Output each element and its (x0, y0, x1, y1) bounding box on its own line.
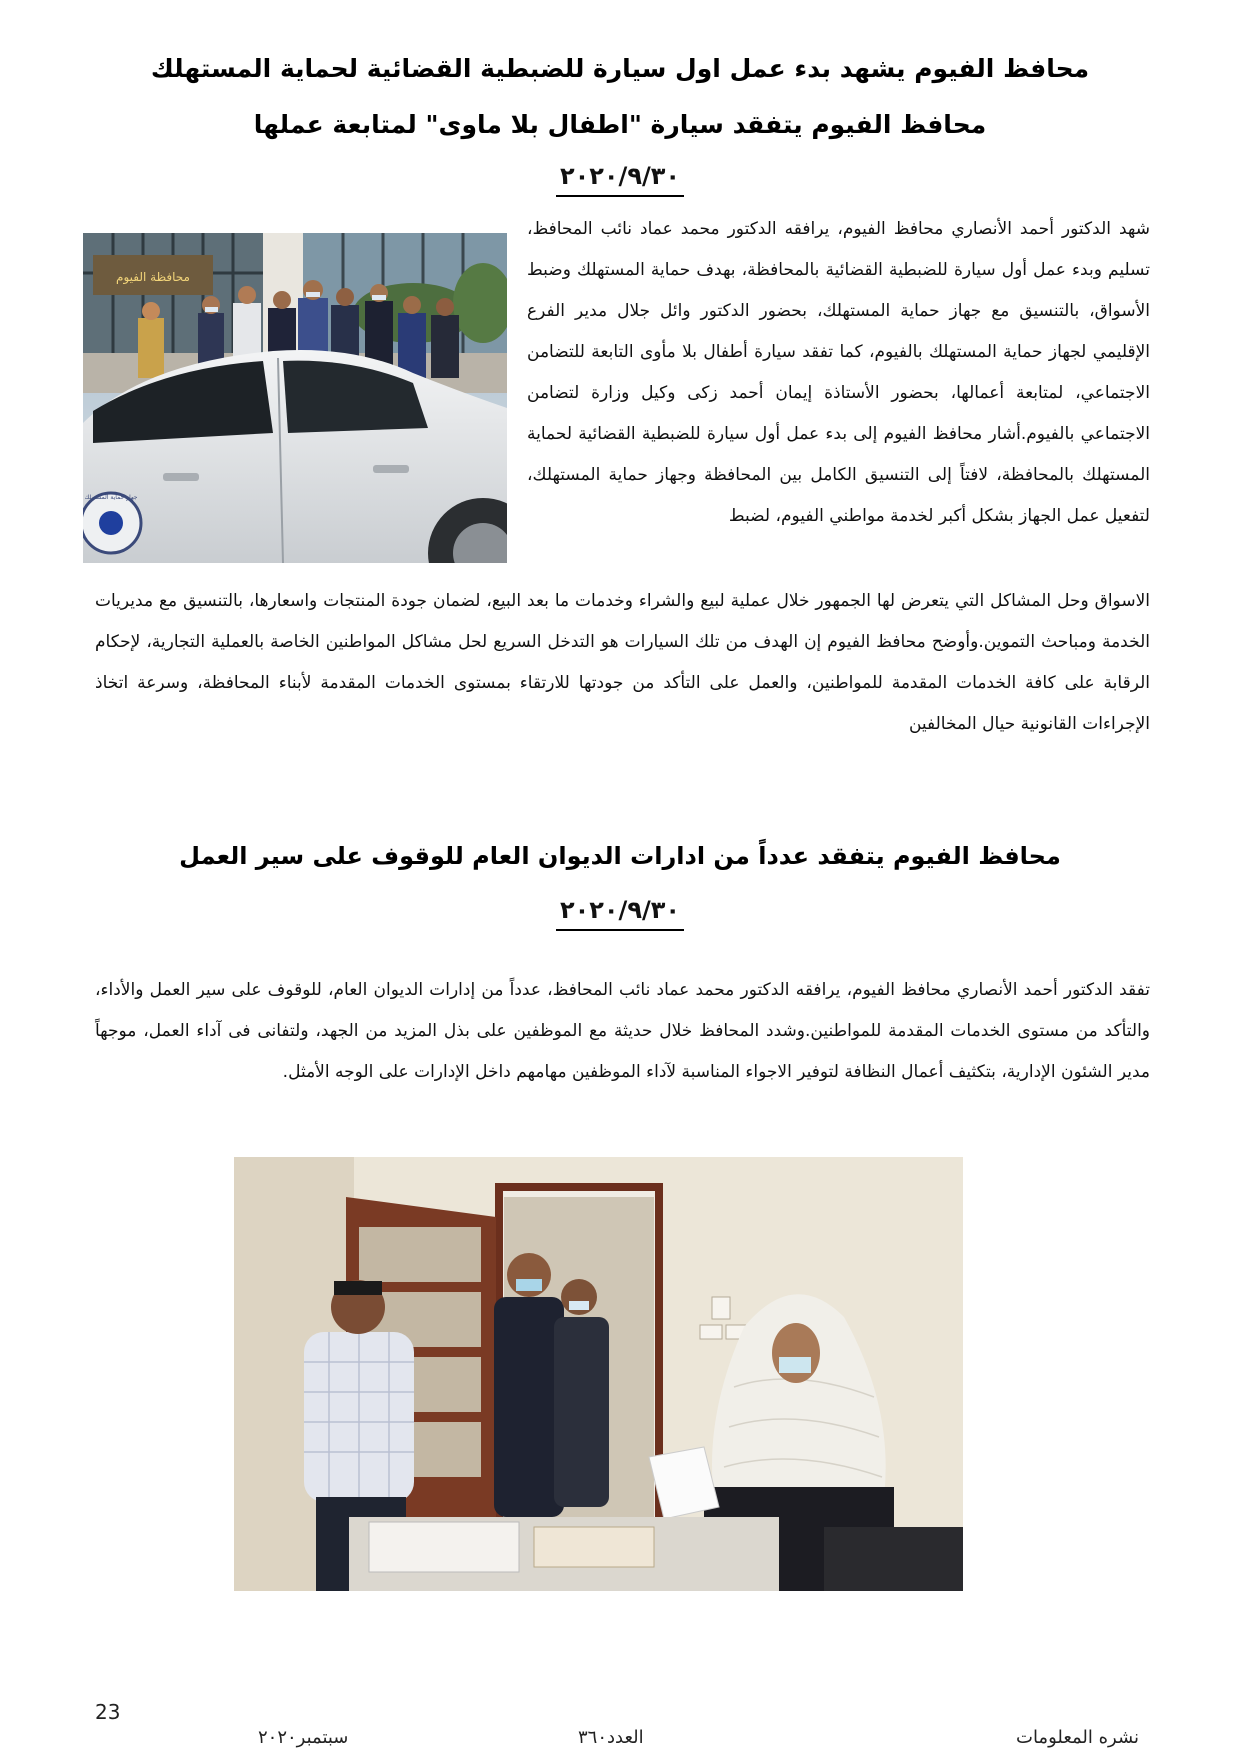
article2-date-text: ٢٠٢٠/٩/٣٠ (556, 896, 684, 931)
building-sign-text: محافظة الفيوم (116, 270, 190, 284)
article1-date (500, 162, 740, 197)
article2-photo-office-inspection (234, 1157, 963, 1591)
article1-date-text: ٢٠٢٠/٩/٣٠ (556, 162, 684, 197)
footer-publication: نشره المعلومات (1016, 1727, 1140, 1748)
page-number: 23 (95, 1700, 121, 1724)
article1-headline-2: محافظ الفيوم يتفقد سيارة "اطفال بلا ماوى" لمتابعة عملها (253, 110, 987, 139)
article2-headline: محافظ الفيوم يتفقد عدداً من ادارات الديوان العام للوقوف على سير العمل (179, 842, 1061, 870)
footer-issue: العدد٣٦٠ (578, 1727, 644, 1748)
car-logo-text: جهاز حماية المستهلك (84, 494, 138, 501)
article1-body-top: شهد الدكتور أحمد الأنصاري محافظ الفيوم، يرافقه الدكتور محمد عماد نائب المحافظ، تسليم وبدء عمل أول سيارة للضبطية القضائية بالمحافظة، بهدف حماية المستهلك وضبط الأسواق، بالتنسيق مع جهاز حماية المستهلك، بحضور الدكتور وائل جلال مدير الفرع الإقليمي لجهاز حماية المستهلك بالفيوم، كما تفقد سيارة أطفال بلا مأوى التابعة للتضامن الاجتماعي، لمتابعة أعمالها، بحضور الأستاذة إيمان أحمد زكى وكيل وزارة لتضامن الاجتماعي بالفيوم.أشار محافظ الفيوم إلى بدء عمل أول سيارة للضبطية القضائية لحماية المستهلك بالمحافظة، لافتاً إلى التنسيق الكامل بين المحافظة وجهاز حماية المستهلك، لتفعيل عمل الجهاز بشكل أكبر لخدمة مواطني الفيوم، لضبط (527, 219, 1150, 526)
article2-body: تفقد الدكتور أحمد الأنصاري محافظ الفيوم، يرافقه الدكتور محمد عماد نائب المحافظ، عدداً من إدارات الديوان العام، للوقوف على سير العمل والأداء، والتأكد من مستوى الخدمات المقدمة للمواطنين.وشدد المحافظ خلال حديثة مع الموظفين على بذل المزيد من الجهد، ولتفانى فى آداء العمل، موجهاً مدير الشئون الإدارية، بتكثيف أعمال النظافة لتوفير الاجواء المناسبة لآداء الموظفين مهامهم داخل الإدارات على الوجه الأمثل. (95, 980, 1150, 1082)
article1-headline-1: محافظ الفيوم يشهد بدء عمل اول سيارة للضبطية القضائية لحماية المستهلك (150, 54, 1090, 83)
article2-date (500, 896, 740, 931)
article1-body-bottom: الاسواق وحل المشاكل التي يتعرض لها الجمهور خلال عملية لبيع والشراء وخدمات ما بعد البيع، لضمان جودة المنتجات واسعارها، بالتنسيق مع مديريات الخدمة ومباحث التموين.وأوضح محافظ الفيوم إن الهدف من تلك السيارات هو التدخل السريع لحل مشاكل المواطنين الخاصة بالعملية التجارية، لإحكام الرقابة على كافة الخدمات المقدمة للمواطنين، والعمل على التأكد من جودتها للارتقاء بمستوى الخدمات المقدمة لأبناء المحافظة، وسرعة اتخاذ الإجراءات القانونية حيال المخالفين (95, 591, 1150, 734)
article1-photo-officials-car (83, 233, 507, 563)
footer-month: سبتمبر٢٠٢٠ (258, 1727, 349, 1748)
